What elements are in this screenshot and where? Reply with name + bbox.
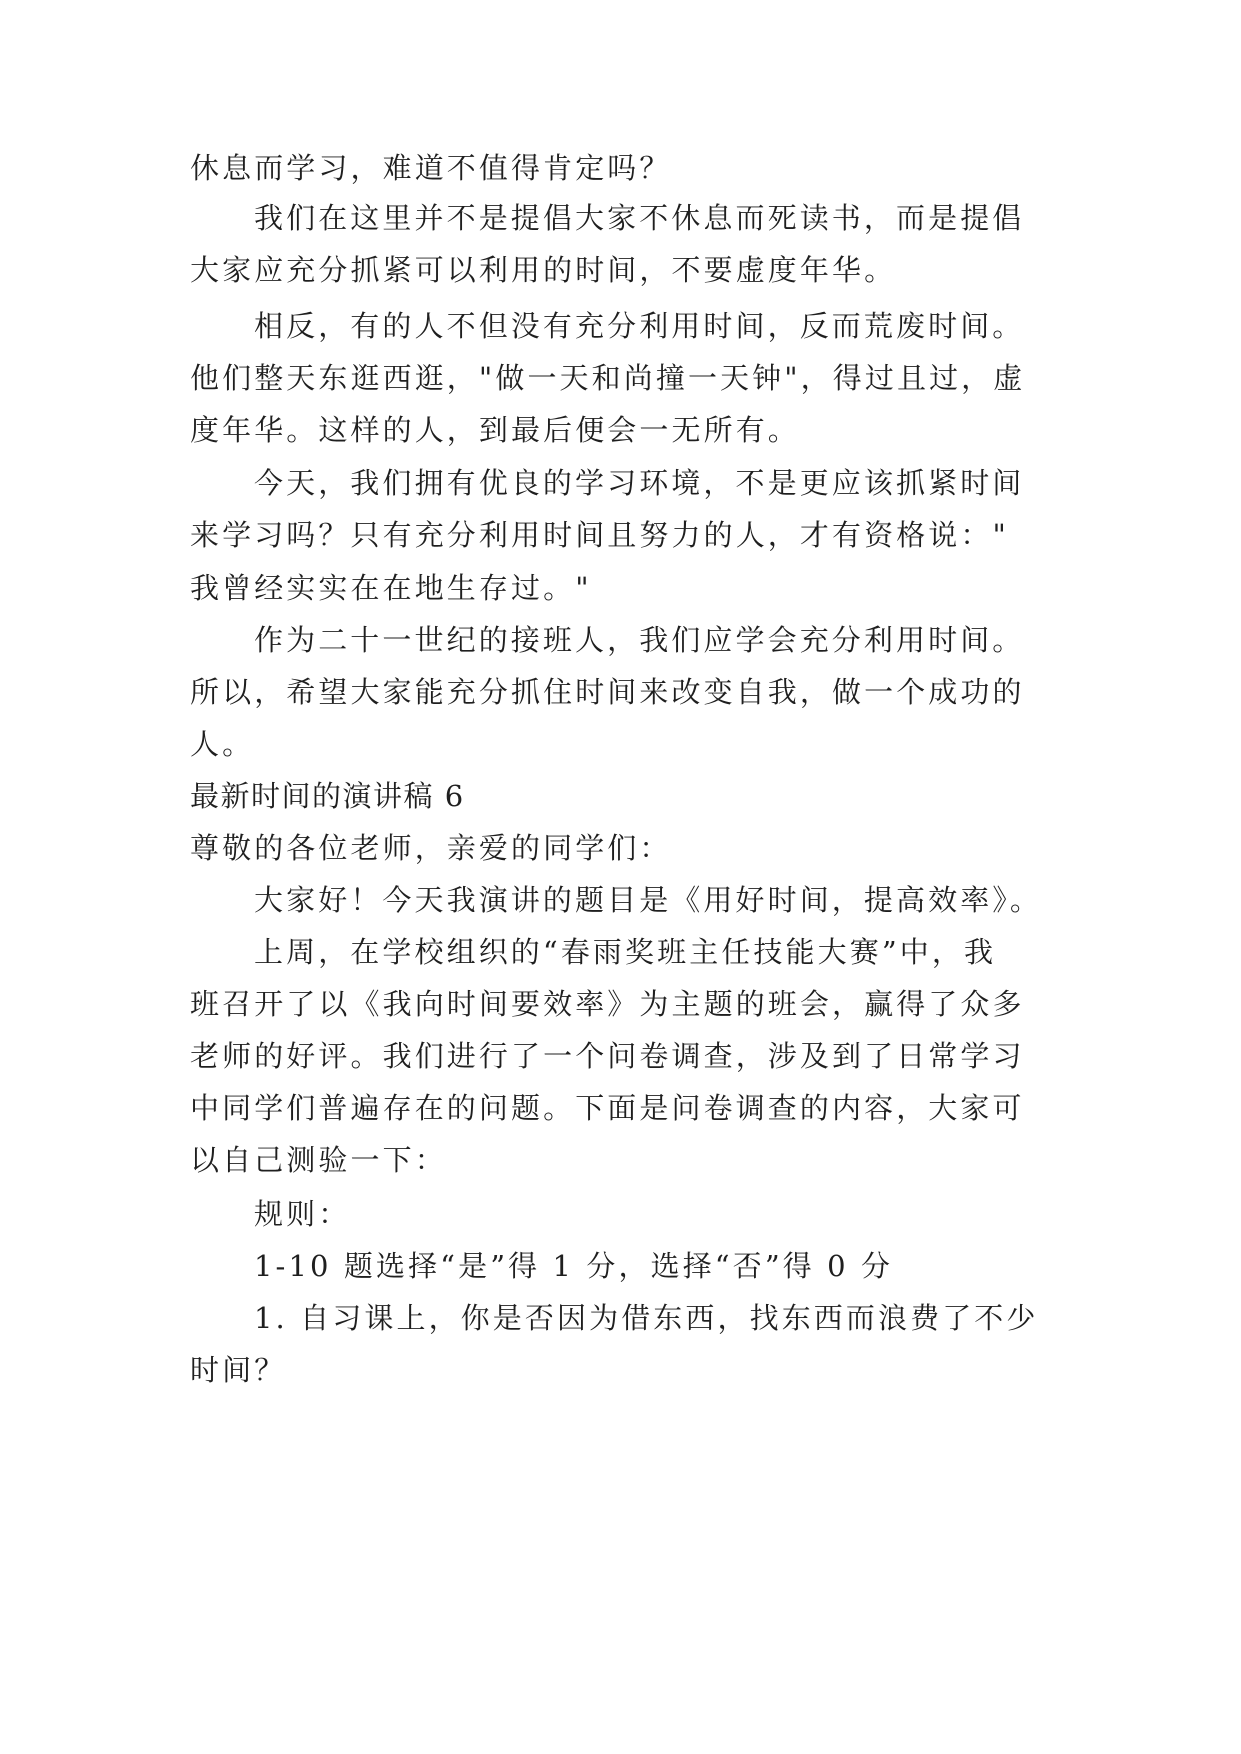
paragraph-line: 1-10 题选择“是”得 1 分，选择“否”得 0 分 <box>254 1249 894 1283</box>
paragraph-line: 我们在这里并不是提倡大家不休息而死读书，而是提倡 <box>254 201 1025 235</box>
paragraph-line: 相反，有的人不但没有充分利用时间，反而荒废时间。 <box>254 309 1025 343</box>
paragraph-line: 我曾经实实在在地生存过。" <box>190 571 592 605</box>
paragraph-line: 中同学们普遍存在的问题。下面是问卷调查的内容，大家可 <box>190 1091 1025 1125</box>
paragraph-line: 规则： <box>254 1197 351 1231</box>
paragraph-line: 老师的好评。我们进行了一个问卷调查，涉及到了日常学习 <box>190 1039 1025 1073</box>
paragraph-line: 他们整天东逛西逛，"做一天和尚撞一天钟"，得过且过，虚 <box>190 361 1026 395</box>
paragraph-line: 上周，在学校组织的“春雨奖班主任技能大赛”中，我 <box>254 935 997 969</box>
question-line: 1. 自习课上，你是否因为借东西，找东西而浪费了不少 <box>254 1301 1039 1335</box>
section-title: 最新时间的演讲稿 6 <box>190 779 465 813</box>
question-line: 时间？ <box>190 1353 287 1387</box>
paragraph-line: 所以，希望大家能充分抓住时间来改变自我，做一个成功的 <box>190 675 1025 709</box>
paragraph-line: 大家应充分抓紧可以利用的时间，不要虚度年华。 <box>190 253 897 287</box>
paragraph-line: 以自己测验一下： <box>190 1143 447 1177</box>
paragraph-line: 来学习吗？只有充分利用时间且努力的人，才有资格说：" <box>190 518 1009 552</box>
paragraph-line: 休息而学习，难道不值得肯定吗？ <box>190 151 672 185</box>
paragraph-line: 度年华。这样的人，到最后便会一无所有。 <box>190 413 800 447</box>
paragraph-line: 班召开了以《我向时间要效率》为主题的班会，赢得了众多 <box>190 987 1025 1021</box>
paragraph-line: 今天，我们拥有优良的学习环境，不是更应该抓紧时间 <box>254 466 1025 500</box>
paragraph-line: 大家好！今天我演讲的题目是《用好时间，提高效率》。 <box>254 883 1043 917</box>
greeting-line: 尊敬的各位老师，亲爱的同学们： <box>190 831 672 865</box>
paragraph-line: 作为二十一世纪的接班人，我们应学会充分利用时间。 <box>254 623 1025 657</box>
paragraph-line: 人。 <box>190 727 255 761</box>
